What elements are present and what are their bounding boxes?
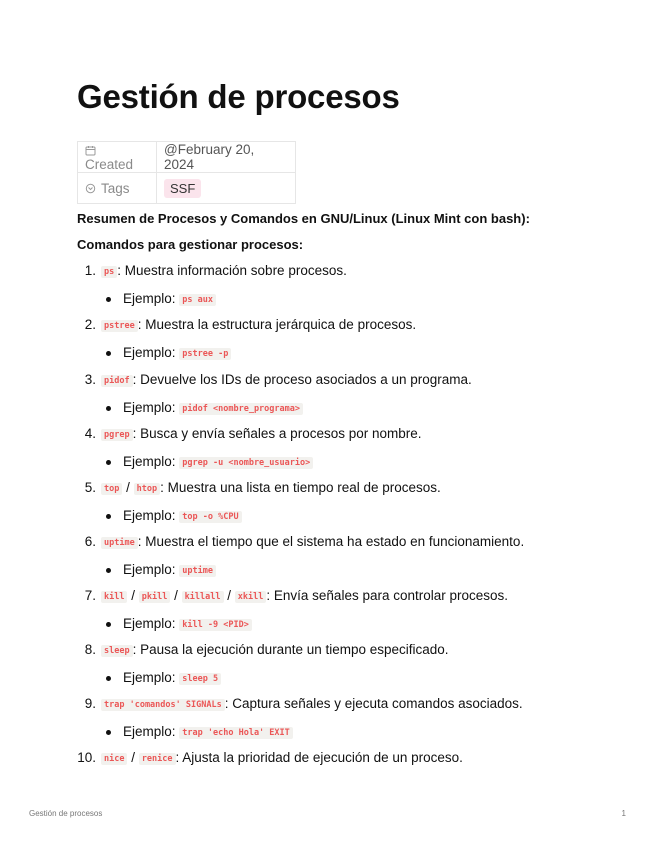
list-item-number: 5. <box>84 480 96 495</box>
command-code: pgrep <box>101 429 133 441</box>
example-code: sleep 5 <box>179 673 221 685</box>
footer-title: Gestión de procesos <box>29 809 103 818</box>
example-text <box>123 290 216 309</box>
example-label: Ejemplo: <box>123 508 176 523</box>
property-key-created <box>78 142 157 173</box>
property-row-tags <box>78 173 296 204</box>
bullet-icon <box>106 351 111 356</box>
bullet-icon <box>106 568 111 573</box>
bullet-icon <box>106 297 111 302</box>
list-item-text <box>101 262 347 281</box>
tags-label: Tags <box>101 180 130 196</box>
example-text <box>123 453 313 472</box>
list-item-number: 9. <box>84 696 96 711</box>
list-item-number: 8. <box>84 642 96 657</box>
example-label: Ejemplo: <box>123 400 176 415</box>
command-code: pkill <box>139 591 171 603</box>
tags-cell <box>157 173 296 204</box>
command-description: : Ajusta la prioridad de ejecución de un proceso. <box>175 750 463 765</box>
page-number: 1 <box>621 809 626 818</box>
command-description: : Muestra la estructura jerárquica de procesos. <box>137 317 417 332</box>
example-label: Ejemplo: <box>123 291 176 306</box>
example-code: top -o %CPU <box>179 511 241 523</box>
command-code: trap 'comandos' SIGNALs <box>101 699 225 711</box>
example-label: Ejemplo: <box>123 454 176 469</box>
bullet-icon <box>106 622 111 627</box>
example-text <box>123 669 221 688</box>
list-item-text <box>101 641 449 660</box>
command-description: : Devuelve los IDs de proceso asociados a un programa. <box>132 372 472 387</box>
example-label: Ejemplo: <box>123 345 176 360</box>
property-key-tags <box>78 173 157 204</box>
example-text <box>123 507 242 526</box>
list-item-number: 7. <box>84 588 96 603</box>
list-item-text <box>101 533 524 552</box>
list-item-text <box>101 425 422 444</box>
list-item-number: 10. <box>77 750 96 765</box>
list-item-number: 6. <box>84 534 96 549</box>
command-description: : Busca y envía señales a procesos por nombre. <box>132 426 422 441</box>
command-description: : Muestra información sobre procesos. <box>117 263 347 278</box>
example-label: Ejemplo: <box>123 670 176 685</box>
properties-table <box>77 141 296 204</box>
command-code: ps <box>101 266 117 278</box>
command-separator: / <box>126 480 130 495</box>
list-item-text <box>101 749 463 768</box>
example-label: Ejemplo: <box>123 724 176 739</box>
example-label: Ejemplo: <box>123 616 176 631</box>
example-code: trap 'echo Hola' EXIT <box>179 727 292 739</box>
list-item-text <box>101 479 441 498</box>
bullet-icon <box>106 676 111 681</box>
created-label: Created <box>85 157 134 172</box>
command-description: : Muestra una lista en tiempo real de procesos. <box>160 480 441 495</box>
example-text <box>123 344 231 363</box>
summary-heading: Resumen de Procesos y Comandos en GNU/Linux (Linux Mint con bash): <box>77 211 530 226</box>
example-code: pidof <nombre_programa> <box>179 403 303 415</box>
example-text <box>123 561 216 580</box>
command-separator: / <box>131 588 136 603</box>
command-description: : Captura señales y ejecuta comandos asociados. <box>224 696 523 711</box>
bullet-icon <box>106 730 111 735</box>
example-text <box>123 615 252 634</box>
created-value: @February 20, 2024 <box>157 142 296 173</box>
command-code: pstree <box>101 320 138 332</box>
command-code: htop <box>134 483 160 495</box>
example-text <box>123 723 293 742</box>
tag-badge[interactable]: SSF <box>164 179 201 198</box>
list-item-text <box>101 316 416 335</box>
list-item-number: 2. <box>84 317 96 332</box>
example-code: kill -9 <PID> <box>179 619 252 631</box>
list-item-number: 4. <box>84 426 96 441</box>
example-code: pstree -p <box>179 348 231 360</box>
list-item-number: 1. <box>84 263 96 278</box>
example-code: ps aux <box>179 294 216 306</box>
command-code: renice <box>139 753 176 765</box>
command-code: kill <box>101 591 127 603</box>
command-description: : Muestra el tiempo que el sistema ha estado en funcionamiento. <box>137 534 525 549</box>
list-item-text <box>101 695 523 714</box>
calendar-icon <box>85 145 96 156</box>
example-label: Ejemplo: <box>123 562 176 577</box>
list-item-text <box>101 587 508 606</box>
bullet-icon <box>106 460 111 465</box>
command-separator: / <box>174 588 178 603</box>
command-code: xkill <box>235 591 267 603</box>
command-description: : Envía señales para controlar procesos. <box>266 588 509 603</box>
command-separator: / <box>227 588 232 603</box>
list-item-number: 3. <box>84 372 96 387</box>
command-code: top <box>101 483 122 495</box>
example-text <box>123 399 303 418</box>
bullet-icon <box>106 406 111 411</box>
command-code: uptime <box>101 537 138 549</box>
command-code: sleep <box>101 645 133 657</box>
property-row-created <box>78 142 296 173</box>
tag-icon <box>85 183 96 194</box>
list-item-text <box>101 371 472 390</box>
command-description: : Pausa la ejecución durante un tiempo especificado. <box>132 642 449 657</box>
command-code: killall <box>182 591 224 603</box>
command-code: pidof <box>101 375 133 387</box>
example-code: uptime <box>179 565 216 577</box>
command-code: nice <box>101 753 127 765</box>
example-code: pgrep -u <nombre_usuario> <box>179 457 313 469</box>
commands-heading: Comandos para gestionar procesos: <box>77 237 304 252</box>
bullet-icon <box>106 514 111 519</box>
command-separator: / <box>131 750 136 765</box>
page-title: Gestión de procesos <box>77 78 400 115</box>
